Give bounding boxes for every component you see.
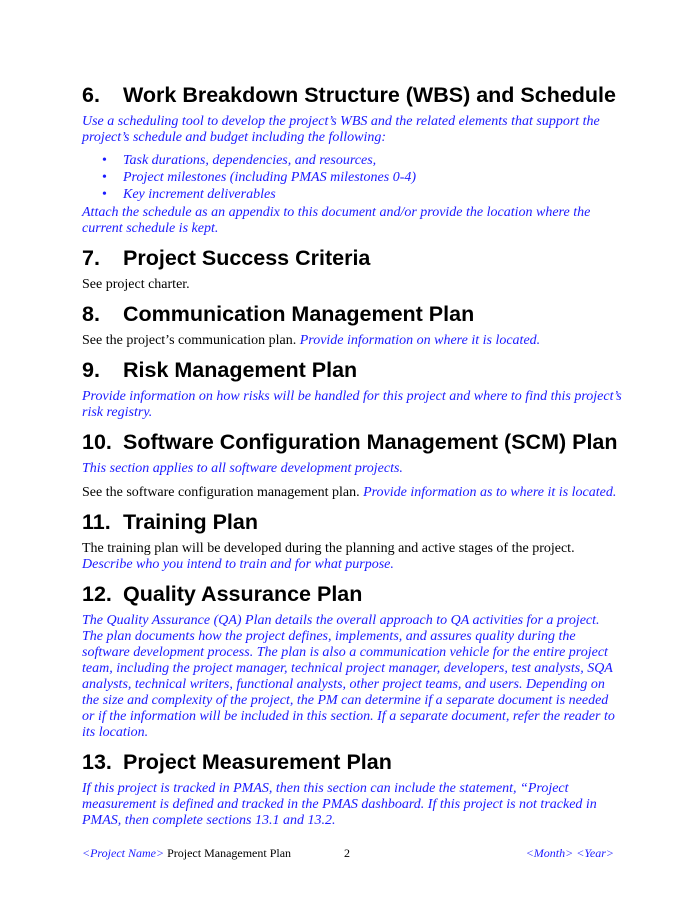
section-text: See the software configuration management plan.: [82, 485, 360, 500]
section-number: 13.: [82, 750, 112, 774]
page-number: 2: [344, 846, 350, 860]
section-text: See the project’s communication plan.: [82, 333, 297, 348]
section-heading: [82, 747, 622, 777]
section-heading: [82, 427, 622, 457]
date-placeholder: <Month> <Year>: [525, 846, 614, 860]
section-number: 7.: [82, 246, 100, 270]
section-7: [82, 243, 622, 293]
bullet-list: [82, 152, 622, 203]
section-paragraph: [82, 485, 622, 501]
section-instruction: The Quality Assurance (QA) Plan details the overall approach to QA activities for a project. The plan documents how the project defines, implements, and assures quality during the software development process. The plan is also a communication vehicle for the entire project team, including the project manager, technical project manager, developers, test analysts, SQA analysts, technical writers, functional analysts, other project teams, and users. Depending on the size and complexity of the project, the PM can determine if a separate document is needed or if the information will be included in this section. If a separate document, refer the reader to its location.: [82, 613, 615, 740]
bullet-icon: •: [102, 187, 107, 202]
section-11: [82, 507, 622, 573]
section-13: [82, 747, 622, 829]
section-instruction: Use a scheduling tool to develop the project’s WBS and the related elements that support the project’s schedule and budget including the following:: [82, 114, 600, 145]
page-content: [82, 80, 622, 835]
list-item: • Key increment deliverables: [102, 187, 276, 202]
section-title: Work Breakdown Structure (WBS) and Schedule: [123, 83, 616, 107]
section-instruction: Attach the schedule as an appendix to this document and/or provide the location where the current schedule is kept.: [82, 205, 591, 236]
section-heading: [82, 507, 622, 537]
section-6: [82, 80, 622, 237]
section-number: 9.: [82, 358, 100, 382]
section-heading: [82, 355, 622, 385]
section-number: 11.: [82, 510, 111, 534]
section-10: [82, 427, 622, 501]
document-title: Project Management Plan: [164, 846, 292, 860]
section-title: Project Measurement Plan: [123, 750, 392, 774]
section-paragraph: [82, 333, 622, 349]
section-9: [82, 355, 622, 421]
bullet-icon: •: [102, 153, 107, 168]
list-item: • Task durations, dependencies, and resources,: [102, 153, 377, 168]
bullet-icon: •: [102, 170, 107, 185]
section-title: Project Success Criteria: [123, 246, 371, 270]
section-heading: [82, 299, 622, 329]
section-number: 8.: [82, 302, 100, 326]
section-instruction: Provide information on how risks will be handled for this project and where to find this project’s risk registry.: [82, 389, 622, 420]
section-title: Risk Management Plan: [123, 358, 358, 382]
section-heading: [82, 243, 622, 273]
section-instruction: Describe who you intend to train and for what purpose.: [82, 557, 394, 572]
section-text: See project charter.: [82, 277, 190, 292]
section-title: Training Plan: [123, 510, 258, 534]
section-title: Quality Assurance Plan: [123, 582, 363, 606]
section-instruction: Provide information as to where it is located.: [363, 485, 617, 500]
section-8: [82, 299, 622, 349]
section-instruction: If this project is tracked in PMAS, then this section can include the statement, “Project measurement is defined and tracked in the PMAS dashboard. If this project is not tracked in PMAS, then complete sections 13.1 and 13.2.: [82, 781, 597, 828]
section-instruction: This section applies to all software development projects.: [82, 461, 403, 476]
section-title: Communication Management Plan: [123, 302, 475, 326]
section-paragraph: [82, 541, 622, 573]
section-number: 10.: [82, 430, 112, 454]
list-item: • Project milestones (including PMAS milestones 0-4): [102, 170, 417, 185]
section-number: 12.: [82, 582, 112, 606]
section-heading: [82, 579, 622, 609]
section-heading: [82, 80, 622, 110]
section-12: [82, 579, 622, 741]
footer-title: [82, 846, 291, 860]
section-title: Software Configuration Management (SCM) Plan: [123, 430, 618, 454]
project-name-placeholder: <Project Name>: [82, 846, 165, 860]
section-number: 6.: [82, 83, 100, 107]
section-text: The training plan will be developed during the planning and active stages of the project.: [82, 541, 575, 556]
section-instruction: Provide information on where it is located.: [299, 333, 541, 348]
